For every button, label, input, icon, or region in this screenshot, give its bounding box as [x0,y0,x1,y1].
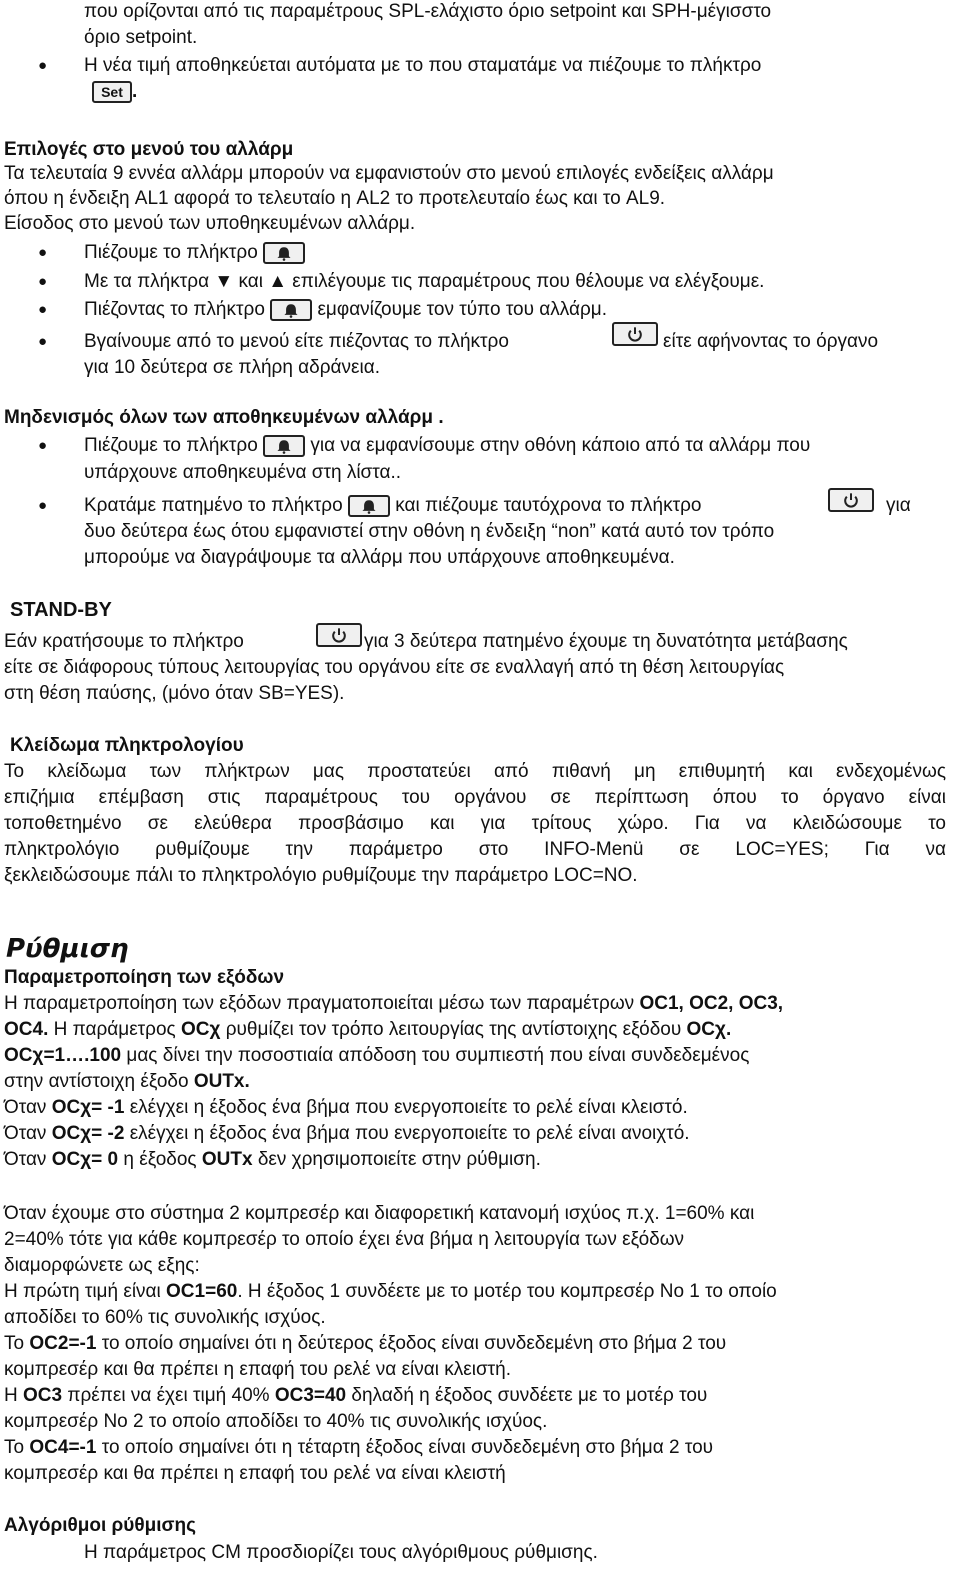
intro-bullet-line-2 [92,80,137,104]
bullet-text: και [238,271,263,292]
param-bold: OCχ [181,1019,221,1040]
section-title: Ρύθμιση [6,934,129,964]
keylock-line-1: Το κλείδωμα των πλήκτρων μας προστατεύει από πιθανή μη επιθυμητή και ενδεχομένως [4,761,946,782]
alarm-menu-p1: Τα τελευταία 9 εννέα αλλάρμ μπορούν να εμφανιστούν στο μενού επιλογές ενδείξεις αλλάρμ [4,163,774,184]
power-key-icon [612,322,658,346]
standby-line-3: στη θέση παύσης, (μόνο όταν SB=YES). [4,683,345,704]
standby-heading: STAND-BY [10,599,112,621]
example-line-9: κομπρεσέρ No 2 το οποίο αποδίδει το 40% τις συνολικής ισχύος. [4,1411,548,1432]
down-arrow-icon: ▼ [214,271,234,292]
example-line-2: 2=40% τότε για κάθε κομπρεσέρ το οποίο έχει ένα βήμα η λειτουργία των εξόδων [4,1229,685,1250]
bullet-text: Πιέζουμε το πλήκτρο [84,435,258,456]
reset-bullet-2-line-3: μπορούμε να διαγράψουμε τα αλλάρμ που υπάρχουνε αποθηκευμένα. [84,547,675,568]
text-run: στην αντίστοιχη έξοδο [4,1071,194,1092]
alarm-menu-bullet-4c: για 10 δεύτερα σε πλήρη αδράνεια. [84,357,380,378]
bullet-text: Με τα πλήκτρα [84,271,210,292]
bell-key-icon [263,435,305,457]
standby-line-1a: Εάν κρατήσουμε το πλήκτρο [4,631,244,652]
outputs-subheading: Παραμετροποίηση των εξόδων [4,967,285,988]
example-line-6 [4,1332,726,1356]
param-bold: OC1, OC2, OC3, [639,993,784,1014]
alarm-menu-p3: Είσοδος στο μενού των υποθηκευμένων αλλάρμ. [4,213,416,234]
example-line-7: κομπρεσέρ και θα πρέπει η επαφή του ρελέ να είναι κλειστή. [4,1359,512,1380]
text-run: Η πρώτη τιμή είναι [4,1281,167,1302]
keylock-line-5: ξεκλειδώσουμε πάλι το πληκτρολόγιο ρυθμίζουμε την παράμετρο LOC=NO. [4,865,638,886]
bullet-text: εμφανίζουμε τον τύπο του αλλάρμ. [317,299,608,320]
alarm-menu-bullet-2 [84,270,764,294]
example-line-11: κομπρεσέρ και θα πρέπει η επαφή του ρελέ να είναι κλειστή [4,1463,506,1484]
param-bold: OUTx. [193,1071,250,1092]
param-bold: OCχ. [686,1019,732,1040]
text-run: πρέπει να έχει τιμή 40% [62,1385,275,1406]
reset-heading: Μηδενισμός όλων των αποθηκευμένων αλλάρμ . [4,407,444,428]
example-line-1: Όταν έχουμε στο σύστημα 2 κομπρεσέρ και διαφορετική κατανομή ισχύος π.χ. 1=60% και [4,1203,755,1224]
text-run: δηλαδή η έξοδος συνδέετε με το μοτέρ του [346,1385,708,1406]
keylock-line-2: επιζήμια επέμβαση στις παραμέτρους του οργάνου σε περίπτωση όπου το όργανο είναι [4,787,946,808]
example-line-4 [4,1280,777,1304]
reset-bullet-1 [84,434,810,458]
example-line-8 [4,1384,707,1408]
text-run: δεν χρησιμοποιείτε στην ρύθμιση. [252,1149,541,1170]
bullet-dot: ● [38,333,48,350]
text-run: ελέγχει η έξοδος ένα βήμα που ενεργοποιείτε το ρελέ είναι ανοιχτό. [124,1123,690,1144]
reset-bullet-2-line-2: δυο δεύτερα έως ότου εμφανιστεί στην οθόνη η ένδειξη “non” κατά αυτό τον τρόπο [84,521,775,542]
bullet-dot: ● [38,244,48,261]
reset-bullet-2-end: για [886,495,911,516]
reset-bullet-2 [84,494,702,518]
text-run: Το [4,1333,30,1354]
param-bold: OCχ= -2 [51,1123,125,1144]
bullet-dot: ● [38,497,48,514]
text-run: Η παράμετρος [48,1019,181,1040]
keylock-line-3: τοποθετημένο σε ελεύθερα προσβάσιμο και για τρίτους χώρο. Για να κλειδώσουμε το [4,813,946,834]
param-bold: OUTx [201,1149,253,1170]
text-run: ελέγχει η έξοδος ένα βήμα που ενεργοποιείτε το ρελέ είναι κλειστό. [124,1097,688,1118]
set-key-icon: Set [92,81,132,103]
param-bold: OCχ= -1 [51,1097,125,1118]
bell-key-icon [270,299,312,321]
keylock-line-4: πληκτρολόγιο ρυθμίζουμε την παράμετρο στο INFO-Menü σε LOC=YES; Για να [4,839,946,860]
text-run: Η [4,1385,23,1406]
bullet-text: επιλέγουμε τις παραμέτρους που θέλουμε να ελέγξουμε. [292,271,765,292]
bullet-text: Πιέζοντας το πλήκτρο [84,299,265,320]
text-run: Όταν [4,1097,52,1118]
text-run: . Η έξοδος 1 συνδέετε με το μοτέρ του κομπρεσέρ No 1 το οποίο [237,1281,777,1302]
param-bold: OCχ=1….100 [4,1045,122,1066]
intro-bullet-line: Η νέα τιμή αποθηκεύεται αυτόματα με το που σταματάμε να πιέζουμε το πλήκτρο [84,55,762,76]
text-run: μας δίνει την ποσοστιαία απόδοση του συμπιεστή που είναι συνδεδεμένος [121,1045,750,1066]
outputs-line-3 [4,1044,749,1068]
alarm-menu-bullet-4a: Βγαίνουμε από το μενού είτε πιέζοντας το πλήκτρο [84,331,509,352]
text-run: Το [4,1437,30,1458]
alarm-menu-bullet-4b: είτε αφήνοντας το όργανο [663,331,879,352]
alarm-menu-p2: όπου η ένδειξη AL1 αφορά το τελευταίο η AL2 το προτελευταίο έως και το AL9. [4,188,666,209]
bullet-text: Πιέζουμε το πλήκτρο [84,242,258,263]
intro-bullet-end: . [132,81,138,102]
outputs-line-5 [4,1096,688,1120]
alarm-menu-heading: Επιλογές στο μενού του αλλάρμ [4,139,294,160]
power-key-icon [828,488,874,512]
param-bold: OC3 [23,1385,63,1406]
text-run: Η παραμετροποίηση των εξόδων πραγματοποιείται μέσω των παραμέτρων [4,993,640,1014]
bullet-dot: ● [38,57,48,74]
up-arrow-icon: ▲ [268,271,288,292]
reset-bullet-1-cont: υπάρχουνε αποθηκευμένα στη λίστα.. [84,462,402,483]
text-run: η έξοδος [118,1149,202,1170]
alarm-menu-bullet-3 [84,298,607,322]
outputs-line-4 [4,1070,250,1094]
text-run: Όταν [4,1149,52,1170]
bullet-text: και πιέζουμε ταυτόχρονα το πλήκτρο [395,495,702,516]
bullet-dot: ● [38,301,48,318]
intro-line-1: που ορίζονται από τις παραμέτρους SPL-ελάχιστο όριο setpoint και SPH-μέγισστο [84,1,772,22]
outputs-line-1 [4,992,783,1016]
alarm-menu-bullet-1 [84,241,305,265]
bullet-text: Κρατάμε πατημένο το πλήκτρο [84,495,343,516]
bullet-dot: ● [38,437,48,454]
outputs-line-7 [4,1148,541,1172]
bell-key-icon [348,495,390,517]
param-bold: OC2=-1 [29,1333,97,1354]
example-line-5: αποδίδει το 60% τις συνολικής ισχύος. [4,1307,326,1328]
param-bold: OC3=40 [274,1385,347,1406]
text-run: ρυθμίζει τον τρόπο λειτουργίας της αντίστοιχης εξόδου [220,1019,687,1040]
text-run: το οποίο σημαίνει ότι η τέταρτη έξοδος είναι συνδεδεμένη στο βήμα 2 του [96,1437,714,1458]
bell-key-icon [263,242,305,264]
text-run: Όταν [4,1123,52,1144]
outputs-line-2 [4,1018,731,1042]
param-bold: OCχ= 0 [51,1149,119,1170]
keylock-heading: Κλείδωμα πληκτρολογίου [10,735,244,756]
param-bold: OC1=60 [166,1281,238,1302]
param-bold: OC4=-1 [29,1437,97,1458]
algorithms-heading: Αλγόριθμοι ρύθμισης [4,1515,197,1536]
example-line-10 [4,1436,713,1460]
standby-line-1b: για 3 δεύτερα πατημένο έχουμε τη δυνατότητα μετάβασης [364,631,848,652]
bullet-dot: ● [38,273,48,290]
text-run: το οποίο σημαίνει ότι η δεύτερος έξοδος είναι συνδεδεμένη στο βήμα 2 του [96,1333,727,1354]
bullet-text: για να εμφανίσουμε στην οθόνη κάποιο από τα αλλάρμ που [310,435,811,456]
outputs-line-6 [4,1122,690,1146]
standby-line-2: είτε σε διάφορους τύπους λειτουργίας του οργάνου είτε σε εναλλαγή από τη θέση λειτουργίας [4,657,785,678]
power-key-icon [316,623,362,647]
param-bold: OC4. [4,1019,49,1040]
intro-line-2: όριο setpoint. [84,27,198,48]
algorithms-line-1: Η παράμετρος CM προσδιορίζει τους αλγόριθμους ρύθμισης. [84,1542,598,1563]
example-line-3: διαμορφώνετε ως εξης: [4,1255,200,1276]
